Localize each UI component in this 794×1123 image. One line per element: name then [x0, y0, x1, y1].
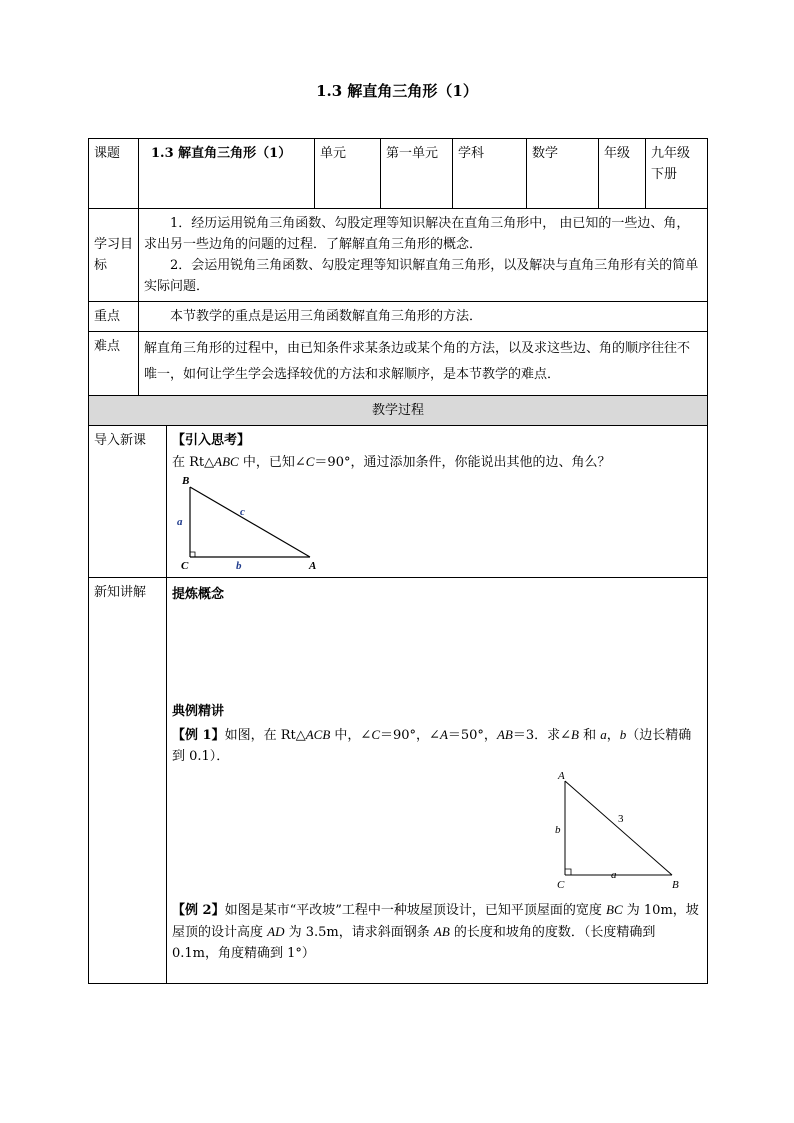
side-a-label: a: [611, 869, 617, 881]
math-var: C: [371, 727, 380, 742]
goals-content: [139, 209, 708, 302]
text: ＝50°，: [447, 728, 497, 743]
math-var: a: [600, 727, 607, 742]
difficulty-row: [89, 332, 708, 396]
math-var: A: [439, 727, 448, 742]
lesson-plan-table: [88, 138, 708, 984]
label-subject: 学科: [453, 139, 527, 209]
example-1-tag: 【例 1】: [172, 728, 225, 743]
intro-question: [172, 451, 702, 473]
text: 为 10m，坡屋顶的设计高度: [172, 903, 699, 940]
math-var: AB: [496, 727, 513, 742]
math-var: BC: [606, 902, 623, 917]
text: 的长度和坡角的度数．（长度精确到 0.1m，角度精确到 1°）: [172, 925, 656, 961]
math-var: b: [619, 727, 627, 742]
label-key: 重点: [89, 302, 139, 332]
new-content: [167, 578, 708, 984]
side-b-label: b: [555, 824, 561, 836]
text: 中，∠: [330, 728, 372, 743]
unit-value: 第一单元: [381, 139, 453, 209]
label-intro: 导入新课: [89, 426, 167, 578]
key-row: [89, 302, 708, 332]
vertex-b-label: B: [672, 879, 679, 891]
side-ab-label: 3: [618, 813, 624, 825]
vertex-a-label: A: [309, 560, 317, 571]
label-new: 新知讲解: [89, 578, 167, 984]
vertex-c-label: C: [557, 879, 565, 891]
label-difficulty: 难点: [89, 332, 139, 396]
text: ＝3．求∠: [512, 728, 571, 743]
goals-row: [89, 209, 708, 302]
text: ＝90°，∠: [380, 728, 440, 743]
goal-2: 2．会运用锐角三角函数、勾股定理等知识解直角三角形，以及解决与直角三角形有关的简单实际问题．: [144, 258, 699, 294]
intro-content: [167, 426, 708, 578]
label-goals: 学习目标: [89, 209, 139, 302]
text: 如图，在 Rt△: [224, 728, 306, 743]
math-var: B: [571, 727, 579, 742]
vertex-c-label: C: [181, 560, 189, 571]
example-1: [172, 724, 702, 767]
text: ＝90°，通过添加条件，你能说出其他的边、角么？: [314, 455, 611, 470]
new-knowledge-row: [89, 578, 708, 984]
side-a-label: a: [177, 516, 183, 528]
label-unit: 单元: [315, 139, 381, 209]
text: 如图是某市“平改坡”工程中一种坡屋顶设计，已知平顶屋面的宽度: [224, 903, 607, 918]
text: （边长精确到 0.1）．: [172, 728, 692, 764]
side-b-label: b: [236, 560, 242, 571]
examples-heading: 典例精讲: [172, 704, 225, 719]
example-2-tag: 【例 2】: [172, 903, 225, 918]
label-grade: 年级: [599, 139, 646, 209]
process-header-row: [89, 396, 708, 426]
vertex-b-label: B: [182, 475, 190, 487]
concept-blank: [172, 605, 702, 701]
vertex-a-label: A: [558, 770, 565, 782]
header-row: [89, 139, 708, 209]
math-var: ACB: [305, 727, 331, 742]
side-c-label: c: [240, 506, 245, 518]
grade-value: 九年级下册: [646, 139, 708, 209]
math-var: AB: [433, 924, 450, 939]
right-angle-mark: [565, 869, 571, 875]
label-topic: 课题: [89, 139, 139, 209]
math-var: C: [305, 454, 315, 469]
text: 为 3.5m，请求斜面钢条: [284, 925, 434, 940]
concept-heading: 提炼概念: [172, 587, 225, 602]
side-ab: [565, 781, 672, 875]
topic-value: 1.3 解直角三角形（1）: [139, 139, 315, 209]
right-angle-mark: [190, 552, 195, 557]
goal-1: 1．经历运用锐角三角函数、勾股定理等知识解决在直角三角形中， 由已知的一些边、角，求出另一些边角的问题的过程．了解解直角三角形的概念．: [144, 216, 690, 252]
difficulty-content: 解直角三角形的过程中，由已知条件求某条边或某个角的方法，以及求这些边、角的顺序往往不唯一，如何让学生学会选择较优的方法和求解顺序，是本节教学的难点．: [139, 332, 708, 396]
math-var: ABC: [214, 454, 239, 469]
intro-row: [89, 426, 708, 578]
math-var: AD: [267, 924, 285, 939]
side-c: [190, 487, 310, 557]
key-content: 本节教学的重点是运用三角函数解直角三角形的方法．: [139, 302, 708, 332]
example-2: [172, 899, 702, 964]
text: 在 Rt△: [172, 455, 215, 470]
example-1-figure: [172, 767, 700, 897]
triangle-abc-figure: [172, 475, 332, 571]
intro-heading: 【引入思考】: [172, 433, 251, 448]
process-header: 教学过程: [89, 396, 708, 426]
text: 中，已知∠: [238, 455, 306, 470]
text: 和: [578, 728, 601, 743]
page-title: 1.3 解直角三角形（1）: [316, 82, 478, 100]
text: ，: [606, 728, 620, 743]
subject-value: 数学: [527, 139, 599, 209]
